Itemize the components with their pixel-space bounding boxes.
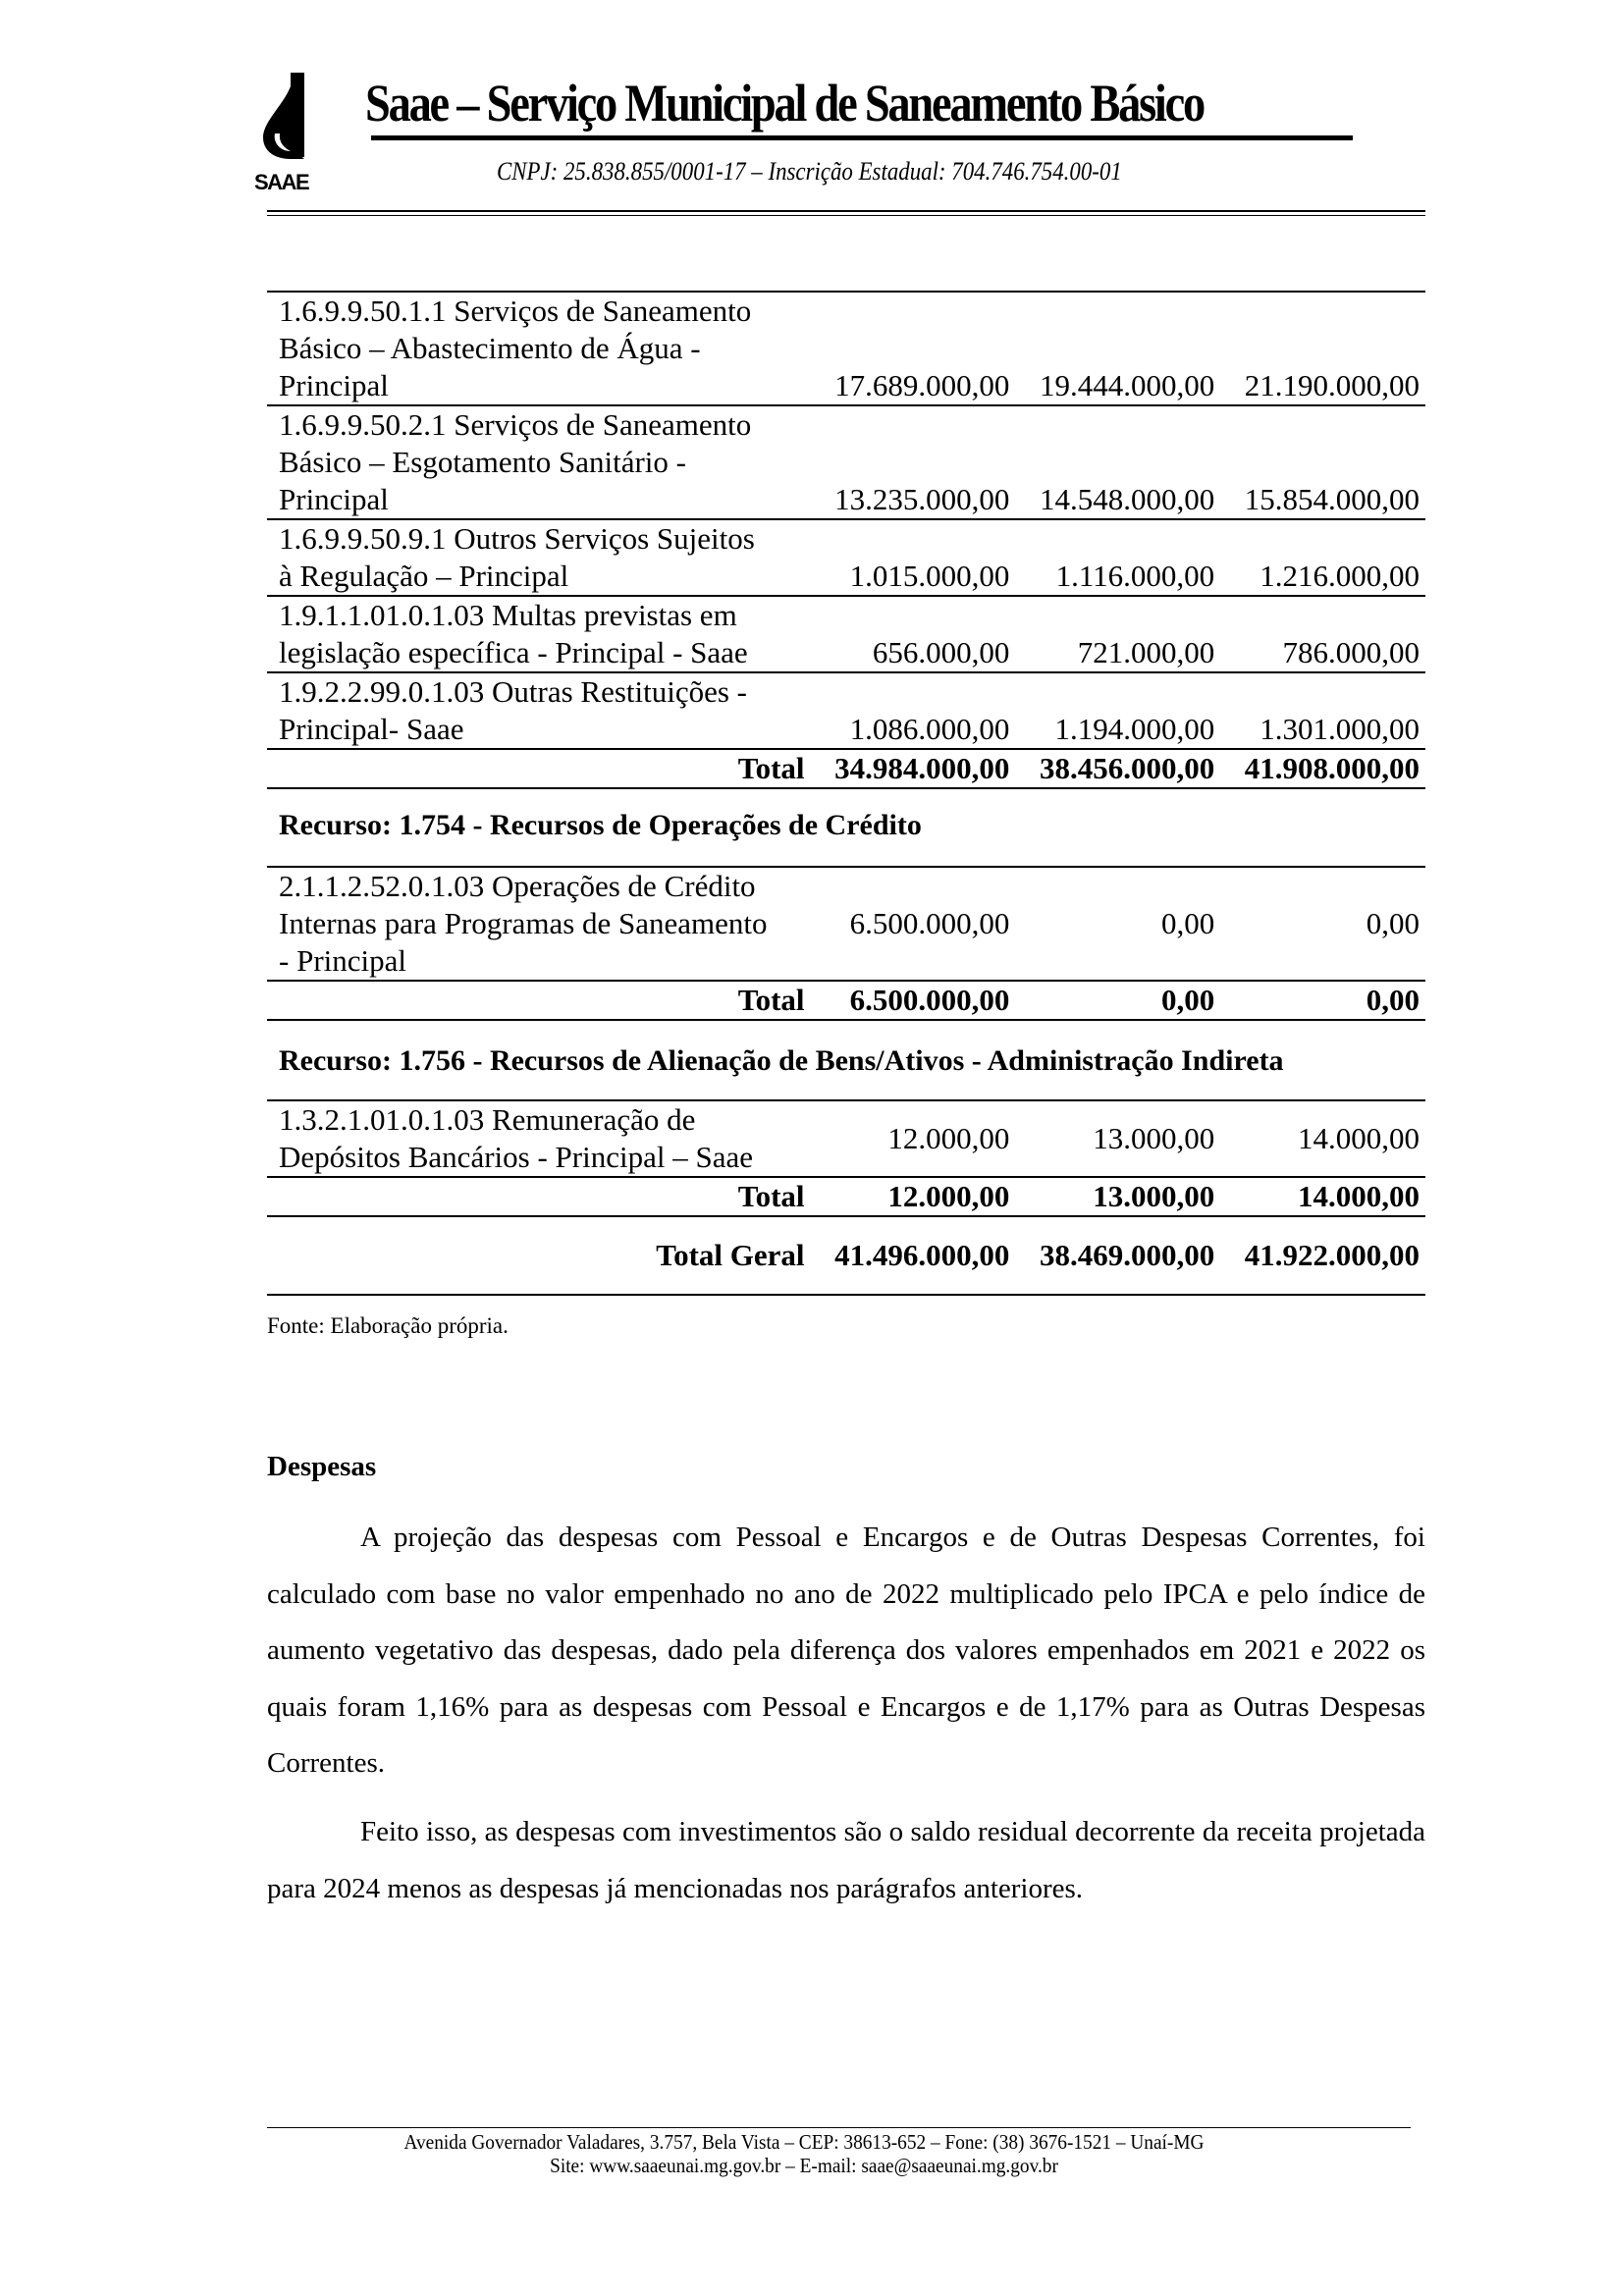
total-row xyxy=(267,750,1425,789)
value-col-3: 1.301.000,00 xyxy=(1260,712,1420,746)
title-underline xyxy=(371,135,1353,140)
grand-total-col-1: 41.496.000,00 xyxy=(834,1238,1010,1272)
table-row xyxy=(267,597,1425,673)
table-row xyxy=(267,520,1425,597)
total-col-1: 12.000,00 xyxy=(887,1179,1010,1213)
value-col-2: 13.000,00 xyxy=(1093,1121,1215,1155)
total-col-1: 34.984.000,00 xyxy=(834,751,1010,785)
paragraph: A projeção das despesas com Pessoal e Encargos e de Outras Despesas Correntes, foi calculado com base no valor empenhado no ano de 2022 multiplicado pelo IPCA e pelo índice de aumento vegetativo das despesas, dado pela diferença dos valores empenhados em 2021 e 2022 os quais foram 1,16% para as despesas com Pessoal e Encargos e de 1,17% para as Outras Despesas Correntes. xyxy=(267,1522,1425,1779)
total-col-3: 41.908.000,00 xyxy=(1244,751,1420,785)
row-description: 1.6.9.9.50.2.1 Serviços de Saneamento Básico – Esgotamento Sanitário - Principal xyxy=(279,407,752,516)
table-row xyxy=(267,406,1425,520)
section-heading: Despesas xyxy=(267,1451,377,1482)
total-col-3: 0,00 xyxy=(1366,983,1420,1017)
total-label: Total xyxy=(737,751,805,785)
total-col-1: 6.500.000,00 xyxy=(849,983,1010,1017)
total-col-2: 38.456.000,00 xyxy=(1039,751,1215,785)
value-col-2: 1.194.000,00 xyxy=(1054,712,1215,746)
resource-heading-1756: Recurso: 1.756 - Recursos de Alienação de Bens/Ativos - Administração Indireta xyxy=(279,1044,1284,1077)
value-col-3: 21.190.000,00 xyxy=(1244,368,1420,402)
total-label: Total xyxy=(737,983,805,1017)
row-description: 1.9.1.1.01.0.1.03 Multas previstas em legislação específica - Principal - Saae xyxy=(279,598,748,669)
organization-title: Saae – Serviço Municipal de Saneamento Básico xyxy=(365,74,1204,133)
value-col-3: 15.854.000,00 xyxy=(1244,482,1420,516)
table-row xyxy=(267,291,1425,406)
value-col-2: 0,00 xyxy=(1160,906,1215,940)
value-col-1: 1.015.000,00 xyxy=(849,559,1010,593)
value-col-2: 19.444.000,00 xyxy=(1039,368,1215,402)
value-col-1: 13.235.000,00 xyxy=(834,482,1010,516)
value-col-1: 6.500.000,00 xyxy=(849,906,1010,940)
saae-logo-icon xyxy=(253,73,326,192)
table-row xyxy=(267,673,1425,750)
row-description: 1.6.9.9.50.9.1 Outros Serviços Sujeitos à Regulação – Principal xyxy=(279,521,755,593)
row-description: 1.9.2.2.99.0.1.03 Outras Restituições - Principal- Saae xyxy=(279,674,748,746)
grand-total-col-2: 38.469.000,00 xyxy=(1039,1238,1215,1272)
value-col-3: 0,00 xyxy=(1366,906,1420,940)
grand-total-label: Total Geral xyxy=(656,1238,805,1272)
footer-address: Avenida Governador Valadares, 3.757, Bela Vista – CEP: 38613-652 – Fone: (38) 3676-1521 – Unaí-MG xyxy=(403,2130,1205,2154)
row-description: 2.1.1.2.52.0.1.03 Operações de Crédito Internas para Programas de Saneamento - Principal xyxy=(279,869,768,978)
table-row xyxy=(267,1099,1425,1178)
total-col-3: 14.000,00 xyxy=(1298,1179,1420,1213)
total-label: Total xyxy=(737,1179,805,1213)
value-col-3: 1.216.000,00 xyxy=(1260,559,1420,593)
value-col-1: 17.689.000,00 xyxy=(834,368,1010,402)
registration-info: CNPJ: 25.838.855/0001-17 – Inscrição Estadual: 704.746.754.00-01 xyxy=(497,157,1122,186)
value-col-2: 14.548.000,00 xyxy=(1039,482,1215,516)
resource-heading-1754: Recurso: 1.754 - Recursos de Operações de Crédito xyxy=(279,809,922,841)
total-col-2: 0,00 xyxy=(1160,983,1215,1017)
grand-total-row xyxy=(267,1217,1425,1296)
value-col-2: 721.000,00 xyxy=(1077,635,1215,669)
footer-divider xyxy=(267,2127,1411,2128)
total-col-2: 13.000,00 xyxy=(1093,1179,1215,1213)
total-row xyxy=(267,982,1425,1021)
table-row xyxy=(267,866,1425,982)
svg-text:SAAE: SAAE xyxy=(254,170,309,192)
row-description: 1.6.9.9.50.1.1 Serviços de Saneamento Básico – Abastecimento de Água - Principal xyxy=(279,294,752,402)
revenue-table-block-1 xyxy=(267,291,1425,789)
paragraph: Feito isso, as despesas com investimentos são o saldo residual decorrente da receita projetada para 2024 menos as despesas já mencionadas nos parágrafos anteriores. xyxy=(267,1816,1425,1904)
total-row xyxy=(267,1178,1425,1217)
footer-contact: Site: www.saaeunai.mg.gov.br – E-mail: saae@saaeunai.mg.gov.br xyxy=(550,2154,1058,2177)
value-col-1: 1.086.000,00 xyxy=(849,712,1010,746)
value-col-1: 656.000,00 xyxy=(872,635,1010,669)
header-divider xyxy=(267,210,1425,212)
value-col-1: 12.000,00 xyxy=(887,1121,1010,1155)
value-col-3: 14.000,00 xyxy=(1298,1121,1420,1155)
header-divider-thin xyxy=(267,215,1425,216)
table-source-note: Fonte: Elaboração própria. xyxy=(267,1313,509,1338)
grand-total-col-3: 41.922.000,00 xyxy=(1244,1238,1420,1272)
revenue-table-block-3 xyxy=(267,1099,1425,1296)
row-description: 1.3.2.1.01.0.1.03 Remuneração de Depósitos Bancários - Principal – Saae xyxy=(279,1102,753,1174)
value-col-3: 786.000,00 xyxy=(1282,635,1420,669)
value-col-2: 1.116.000,00 xyxy=(1055,559,1215,593)
revenue-table-block-2 xyxy=(267,866,1425,1021)
